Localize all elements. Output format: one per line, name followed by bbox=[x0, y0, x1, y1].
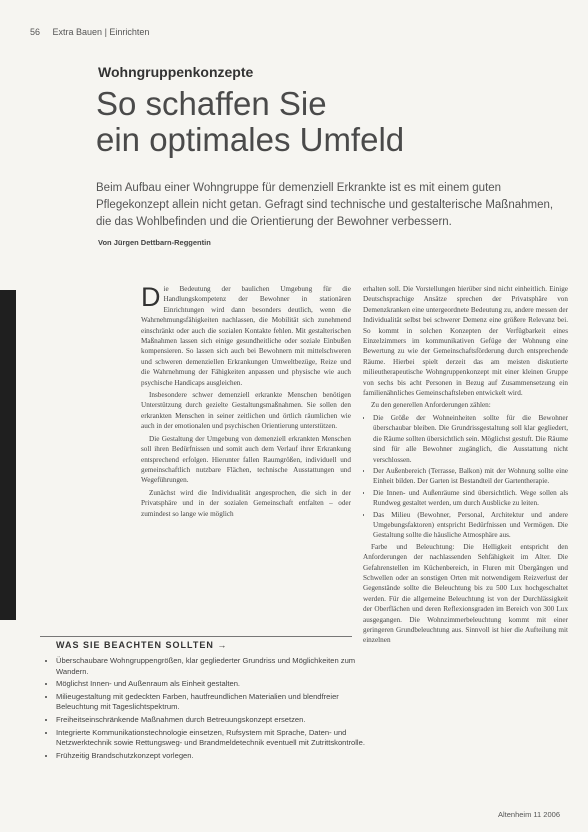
article-title bbox=[96, 86, 566, 158]
body-column-2 bbox=[363, 284, 568, 812]
list-item: • Die Innen- und Außenräume sind übersichtlich. Wege sollen als Rundweg gestaltet werden, um durch Ausblicke zu leiten. bbox=[373, 488, 568, 509]
title-line-2: ein optimales Umfeld bbox=[96, 121, 405, 158]
article-byline: Von Jürgen Dettbarn-Reggentin bbox=[98, 238, 211, 247]
paragraph: Die Gestaltung der Umgebung von demenziell erkrankten Menschen soll ihren Bedürfnissen und somit auch dem Verlauf ihrer Erkrankung entsprechend erfolgen. Hierunter fallen Raumgrößen, individuell und gemeinschaftlich nutzbare Flächen, technische Ausstattungen und Wegeführungen. bbox=[141, 434, 351, 485]
box-divider bbox=[40, 636, 352, 637]
page-footer: Altenheim 11 2006 bbox=[498, 810, 560, 819]
paragraph: Farbe und Beleuchtung: Die Helligkeit entspricht den Anforderungen der nachlassenden Sehfähigkeit im Alter. Die Gefahrenstellen im Küchenbereich, in Fluren mit Übergängen und Schwellen oder an sonstigen Orten mit notwendigem Reizverlust der Gegenstände sollte die Beleuchtung bis zu 500 Lux hochgeschaltet werden. Für die allgemeine Beleuchtung ist von der Durchlässigkeit der Oberflächen und deren Reflexionsgraden im Bereich von 300 Lux ausgegangen. Die Wohnzimmerbeleuchtung kommt mit einer geringeren Grundbeleuchtung aus. Sinnvoll ist hier die Aufteilung mit einzelnen bbox=[363, 542, 568, 645]
list-item: • Integrierte Kommunikationstechnologie einsetzen, Rufsystem mit Sprache, Daten- und Netzwerktechnik sowie Rettungsweg- und Brandmeldetechnik eventuell mit Zutrittskontrolle. bbox=[56, 728, 371, 749]
paragraph: Zu den generellen Anforderungen zählen: bbox=[371, 401, 491, 410]
list-item: • Die Größe der Wohneinheiten sollte für die Bewohner überschaubar bleiben. Die Grundrissgestaltung soll klar gegliedert, die Räume sollten übersichtlich sein. Möglichst gestuft. Die Räume sind für alle Bewohner zugänglich, die Ausstattung nicht verschlossen. bbox=[373, 413, 568, 465]
page-number: 56 bbox=[30, 27, 41, 37]
list-item: • Milieugestaltung mit gedeckten Farben, hautfreundlichen Materialien und blendfreier Beleuchtung mit Tageslichtspektrum. bbox=[56, 692, 371, 713]
title-line-1: So schaffen Sie bbox=[96, 85, 327, 122]
list-item: • Der Außenbereich (Terrasse, Balkon) mit der Wohnung sollte eine Einheit bilden. Der Garten ist Bestandteil der Gartentherapie. bbox=[373, 466, 568, 487]
list-item: • Möglichst Innen- und Außenraum als Einheit gestalten. bbox=[56, 679, 371, 690]
body-column-1 bbox=[141, 284, 351, 628]
section-title: Extra Bauen | Einrichten bbox=[52, 27, 150, 37]
paragraph: erhalten soll. Die Vorstellungen hierüber sind nicht einheitlich. Einige Deutschsprachige Ansätze sprechen der Privatsphäre von Demenzkranken eine untergeordnete Bedeutung zu, andere messen der Individualität selbst bei schwerer Demenz eine größere Relevanz bei. So kommt in solchen Konzepten der Verfügbarkeit eines Einzelzimmers im kommunikativen Gefüge der Wohnung eine Bewertung zu wie der Gemeinschaftsförderung durch entsprechende Räume. Hierbei spielt derzeit das am meisten diskutierte milieutherapeutische Wohngruppenkonzept mit einer kleinen Gruppe von sechs bis acht Personen in Bezug auf Zusammensetzung ein familienähnliches Gemeinschaftsleben entwickelt wird. bbox=[363, 285, 568, 398]
paragraph: Zunächst wird die Individualität angesprochen, die sich in der Privatsphäre und in der sozialen Gemeinschaft entfalten – oder zumindest so lange wie möglich bbox=[141, 488, 351, 518]
drop-cap: D bbox=[141, 284, 161, 312]
margin-black-bar bbox=[0, 290, 16, 620]
requirements-list bbox=[363, 413, 568, 541]
tips-box-title: WAS SIE BEACHTEN SOLLTEN → bbox=[56, 640, 228, 650]
article-lead: Beim Aufbau einer Wohngruppe für demenziell Erkrankte ist es mit einem guten Pflegekonzept allein nicht getan. Gefragt sind technische und gestalterische Maßnahmen, die das Wohlbefinden und die Orientierung der Bewohner verbessern. bbox=[96, 182, 554, 228]
list-item: • Frühzeitig Brandschutzkonzept vorlegen. bbox=[56, 751, 371, 762]
tips-list bbox=[40, 656, 371, 763]
list-item: • Freiheitseinschränkende Maßnahmen durch Betreuungskonzept ersetzen. bbox=[56, 715, 371, 726]
paragraph: Die Bedeutung der baulichen Umgebung für die Handlungskompetenz der Bewohner in stationären Einrichtungen wird dann besonders deutlich, wenn die Wahrnehmungsfähigkeiten nachlassen, die Mobilität sich zunehmend einschränkt oder auch die sozialen Kontakte fehlen. Mit gestalterischen Maßnahmen lassen sich einige gesundheitliche oder soziale Einbußen kompensieren. So lassen sich auch bei Bewohnern mit mittelschweren und schweren demenziellen Erkrankungen Umweltbezüge, Reize und die Wahrnehmung der Fähigkeiten anpassen und physische wie auch psychische Handicaps ausgleichen. bbox=[141, 284, 351, 387]
list-item: • Das Milieu (Bewohner, Personal, Architektur und andere Umgebungsfaktoren) entspricht Bedürfnissen und Vermögen. Die Gestaltung sollte die häusliche Atmosphäre aus. bbox=[373, 510, 568, 541]
article-kicker: Wohngruppenkonzepte bbox=[98, 64, 254, 80]
list-item: • Überschaubare Wohngruppengrößen, klar gegliederter Grundriss und Möglichkeiten zum Wandern. bbox=[56, 656, 371, 677]
page-header bbox=[30, 27, 149, 37]
paragraph: Insbesondere schwer demenziell erkrankte Menschen benötigen Unterstützung durch gezielte Gestaltungsmaßnahmen. Sie sollen den erkrankten Menschen in seiner zeitlichen und örtlich räumlichen wie auch in der emotionalen und psychischen Orientierung unterstützen. bbox=[141, 391, 351, 431]
